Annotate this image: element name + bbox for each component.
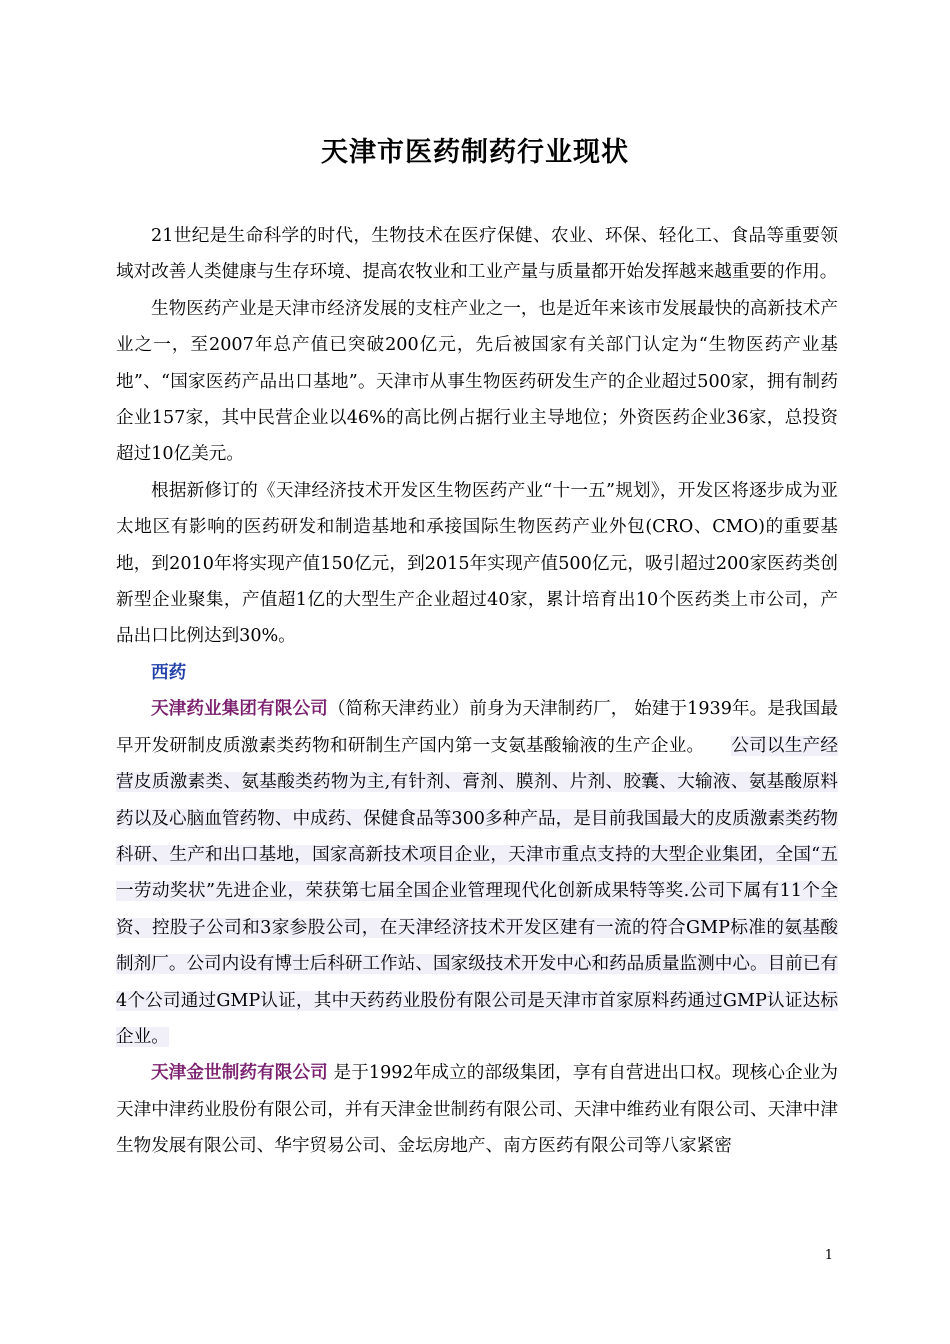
page-number: 1 — [824, 1248, 833, 1263]
document-body — [116, 218, 838, 1165]
paragraph-company-jinshi — [116, 1055, 838, 1164]
paragraph-plan: 根据新修订的《天津经济技术开发区生物医药产业“十一五”规划》，开发区将逐步成为亚太地区有影响的医药研发和制造基地和承接国际生物医药产业外包(CRO、CMO)的重要基地，到2010年将实现产值150亿元，到2015年实现产值500亿元，吸引超过200家医药类创新型企业聚集，产值超1亿的大型生产企业超过40家，累计培育出10个医药类上市公司，产品出口比例达到30%。 — [116, 480, 838, 647]
section-heading-western-medicine: 西药 — [151, 662, 187, 683]
paragraph-intro: 21世纪是生命科学的时代，生物技术在医疗保健、农业、环保、轻化工、食品等重要领域对改善人类健康与生存环境、提高农牧业和工业产量与质量都开始发挥越来越重要的作用。 — [116, 226, 838, 283]
document-title: 天津市医药制药行业现状 — [321, 137, 629, 168]
company-name-jinshi: 天津金世制药有限公司 — [151, 1063, 328, 1084]
company-detail-text: 公司以生产经营皮质激素类、氨基酸类药物为主,有针剂、膏剂、膜剂、片剂、胶囊、大输液、氨基酸原料药以及心脑血管药物、中成药、保健食品等300多种产品，是目前我国最大的皮质激素类药物科研、生产和出口基地，国家高新技术项目企业，天津市重点支持的大型企业集团，全国“五一劳动奖状”先进企业，荣获第七届全国企业管理现代化创新成果特等奖.公司下属有11个全资、控股子公司和3家参股公司，在天津经济技术开发区建有一流的符合GMP标准的氨基酸制剂厂。公司内设有博士后科研工作站、国家级技术开发中心和药品质量监测中心。目前已有4个公司通过GMP认证，其中天药药业股份有限公司是天津市首家原料药通过GMP认证达标企业。 — [116, 735, 838, 1047]
company-jinshi-text: 是于1992年成立的部级集团，享有自营进出口权。现核心企业为天津中津药业股份有限公司，并有天津金世制药有限公司、天津中维药业有限公司、天津中津生物发展有限公司、华宇贸易公司、金坛房地产、南方医药有限公司等八家紧密 — [116, 1063, 838, 1157]
paragraph-company-tianjin-pharma — [116, 691, 838, 1055]
company-name-tianjin-pharma: 天津药业集团有限公司 — [151, 699, 328, 720]
company-intro-text: （简称天津药业）前身为天津制药厂， 始建于1939年。是我国最早开发研制皮质激素类药物和研制生产国内第一支氨基酸输液的生产企业。 — [116, 699, 838, 756]
paragraph-industry: 生物医药产业是天津市经济发展的支柱产业之一，也是近年来该市发展最快的高新技术产业之一，至2007年总产值已突破200亿元，先后被国家有关部门认定为“生物医药产业基地”、“国家医药产品出口基地”。天津市从事生物医药研发生产的企业超过500家，拥有制药企业157家，其中民营企业以46%的高比例占据行业主导地位；外资医药企业36家，总投资超过10亿美元。 — [116, 298, 838, 465]
